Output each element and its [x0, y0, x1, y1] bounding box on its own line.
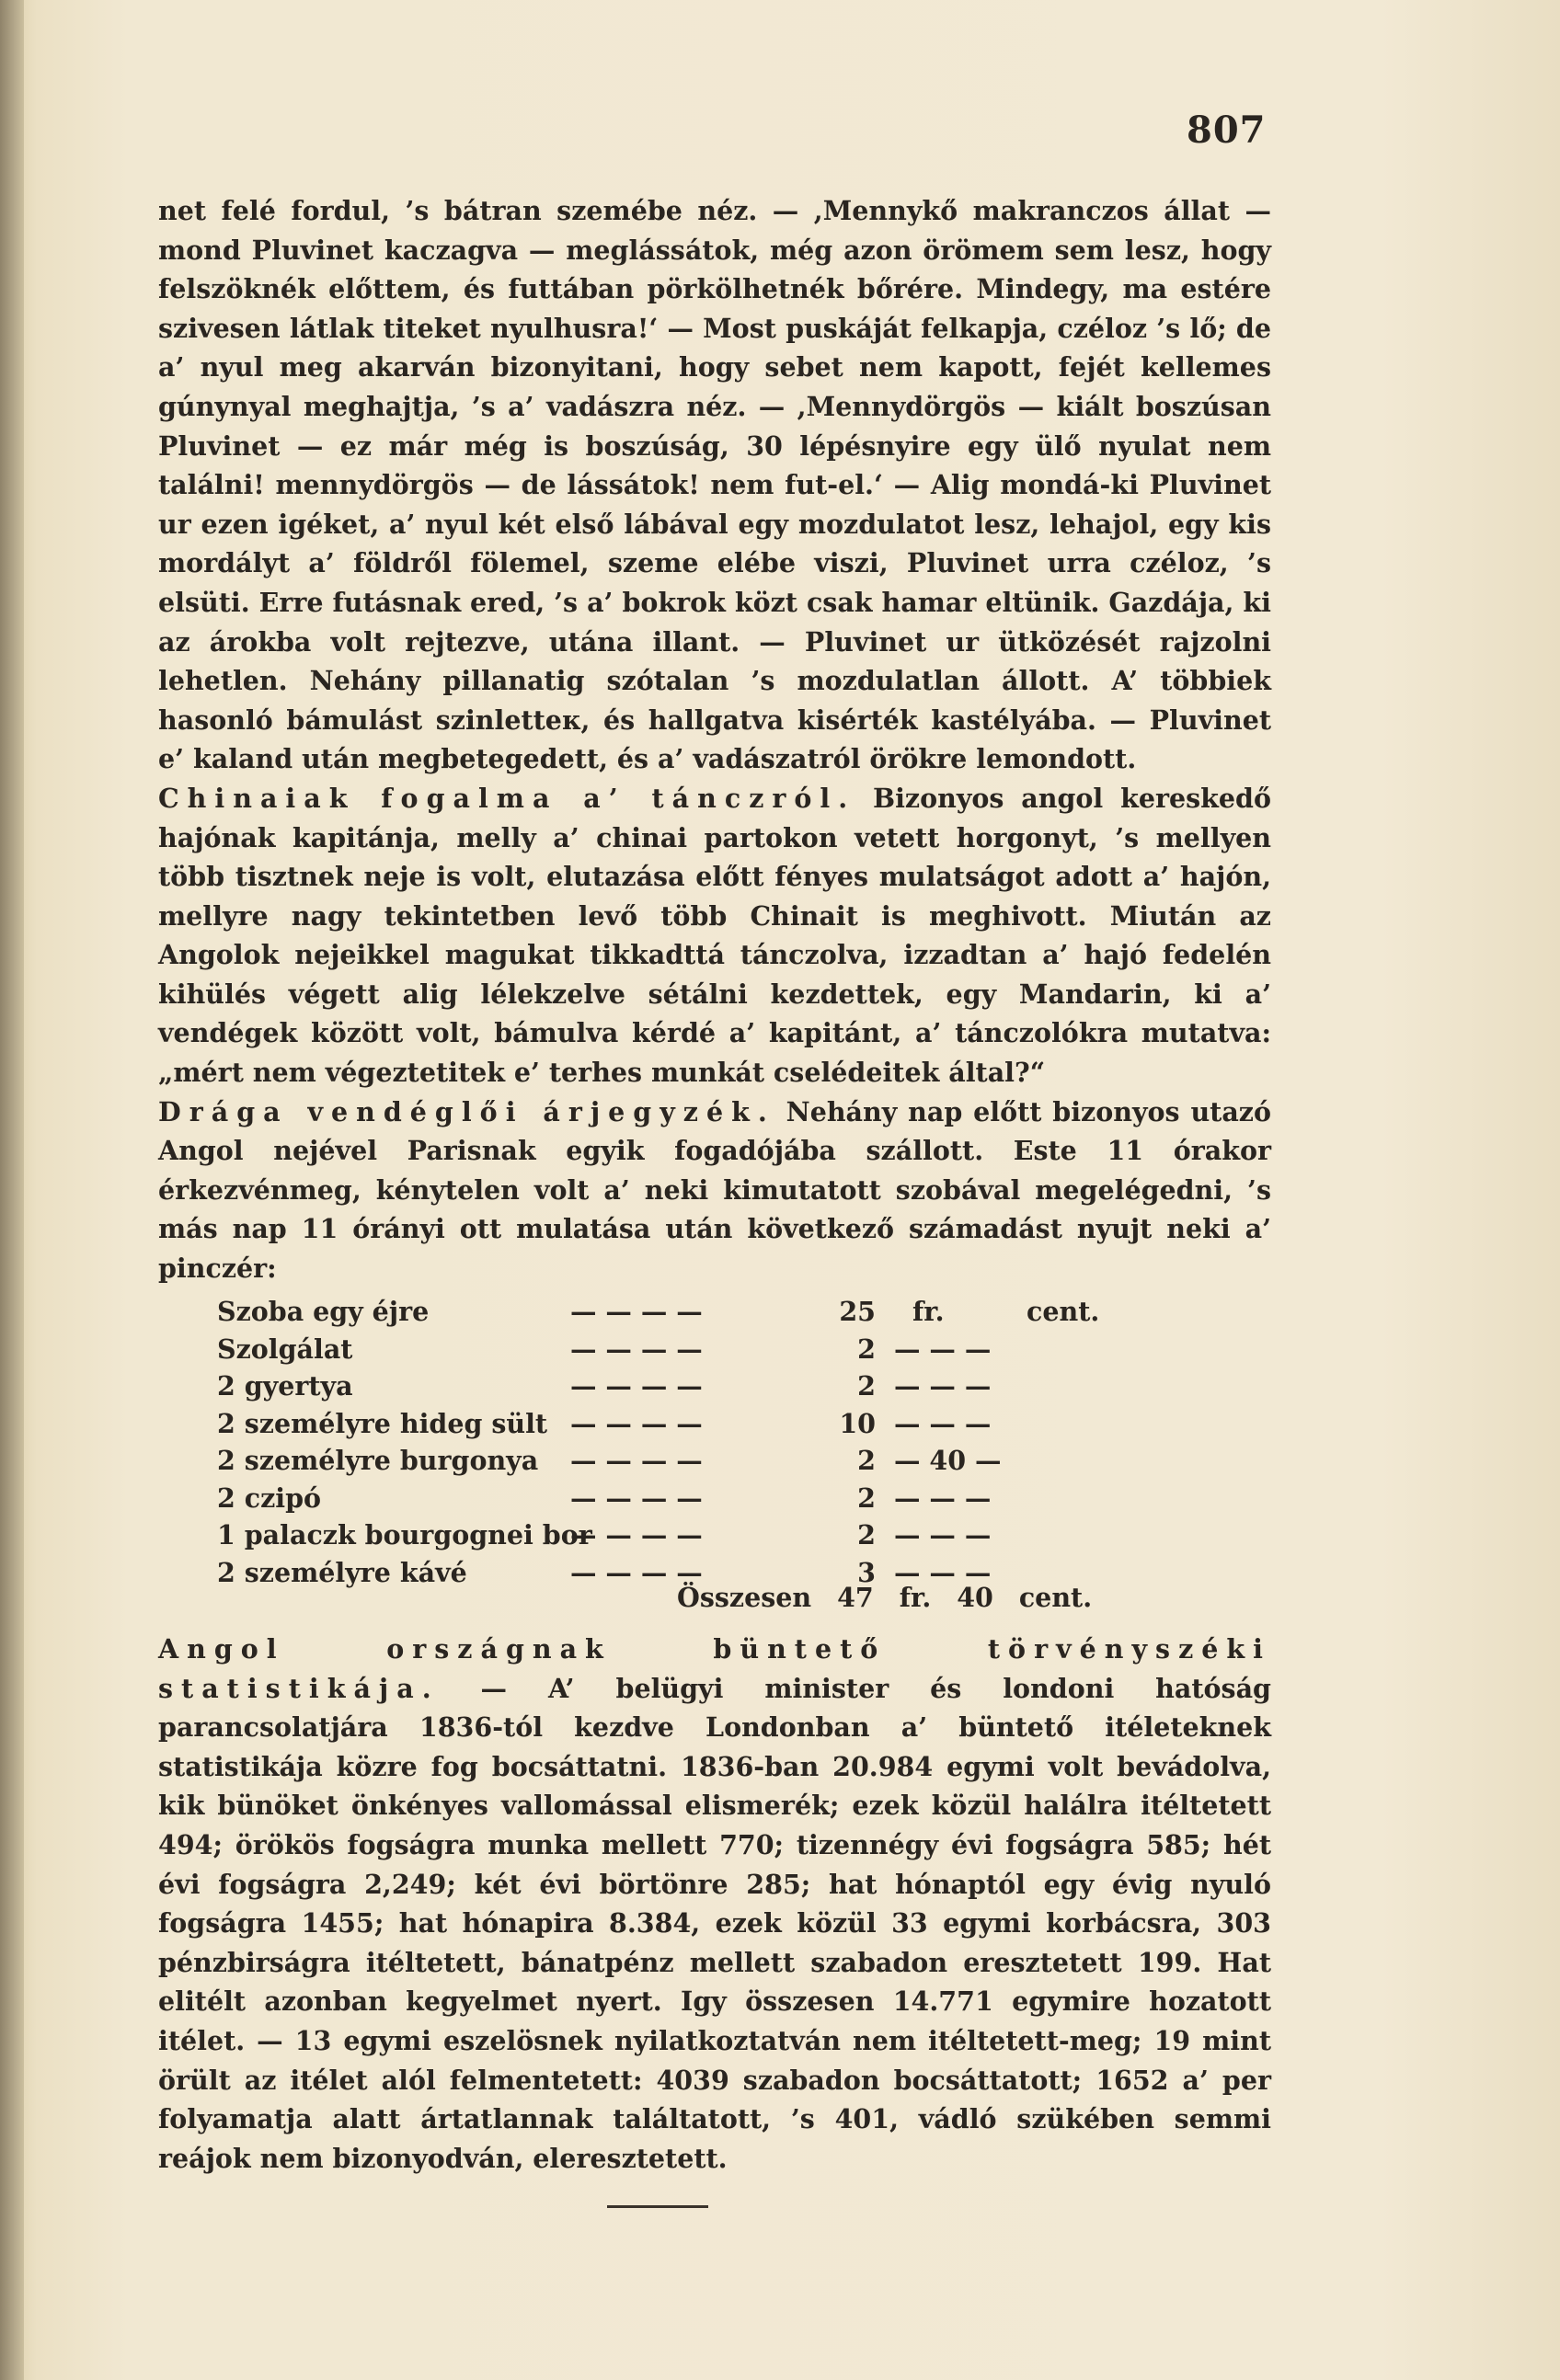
- bill-row: [217, 1442, 1137, 1480]
- bill-table: [217, 1293, 1137, 1591]
- bill-fr: 2: [857, 1370, 876, 1402]
- section-text-chinaiak: Bizonyos angol kereskedő hajónak kapitánja, melly a’ chinai partokon vetett horgonyt, ’s mellyen több tisztnek neje is volt, elutazása előtt fényes mulatságot adott a’ hajón, mellyre nagy tekintetben levő több Chinait is meghivott. Miután az Angolok nejeikkel magukat tikkadttá tánczolva, izzadtan a’ hajó fedelén kihülés végett alig lélekzelve sétálni kezdettek, egy Mandarin, ki a’ vendégek között volt, bámulva kérdé a’ kapitánt, a’ tánczolókra mutatva: „mért nem végeztetitek e’ terhes munkát cselédeitek által?“: [158, 782, 1271, 1089]
- bill-cent: — — —: [894, 1370, 992, 1402]
- bill-item: Szoba egy éjre: [217, 1296, 430, 1327]
- bill-total-fr-unit: fr.: [899, 1582, 932, 1613]
- section-title-draga: Drága vendéglői árjegyzék.: [158, 1095, 775, 1127]
- bill-row: [217, 1293, 1137, 1331]
- bill-fr: 2: [857, 1482, 876, 1514]
- bill-fr: 2: [857, 1445, 876, 1476]
- bill-fr: 3: [857, 1556, 876, 1588]
- bill-fr: 2: [857, 1333, 876, 1365]
- section-text-angol: — A’ belügyi minister és londoni hatóság parancsolatjára 1836-tól kezdve Londonban a’ büntető itéleteknek statistikája közre fog bocsáttatni. 1836-ban 20.984 egymi volt bevádolva, kik bünöket önkényes vallomással elismerék; ezek közül halálra itéltetett 494; örökös fogságra munka mellett 770; tizennégy évi fogságra 585; hét évi fogságra 2,249; két évi börtönre 285; hat hónaptól egy évig nyuló fogságra 1455; hat hónapira 8.384, ezek közül 33 egymi korbácsra, 303 pénzbirságra itéltetett, bánatpénz mellett szabadon eresztetett 199. Hat elitélt azonban kegyelmet nyert. Igy összesen 14.771 egymire hozatott itélet. — 13 egymi eszelösnek nyilatkoztatván nem itéltetett-meg; 19 mint örült az itélet alól felmentetett: 4039 szabadon bocsáttatott; 1652 a’ per folyamatja alatt ártatlannak találtatott, ’s 401, vádló szükében semmi reájok nem bizonyodván, eleresztetett.: [158, 1672, 1271, 2174]
- section-title-chinaiak: Chinaiak fogalma a’ tánczról.: [158, 782, 856, 814]
- bill-fr: 25: [839, 1296, 876, 1327]
- bill-dashes: — — — —: [570, 1407, 703, 1439]
- bill-total-fr: 47: [837, 1582, 874, 1613]
- bill-cent: — — —: [894, 1482, 992, 1514]
- bill-dashes: — — — —: [570, 1296, 703, 1327]
- bill-total-cent: 40: [957, 1582, 993, 1613]
- bill-row: [217, 1405, 1137, 1443]
- page-number: 807: [1187, 109, 1267, 152]
- bill-row: [217, 1480, 1137, 1517]
- section-text-draga: Nehány nap előtt bizonyos utazó Angol nejével Parisnak egyik fogadójába szállott. Este 11 órakor érkezvénmeg, kénytelen volt a’ neki kimutatott szobával megelégedni, ’s más nap 11 órányi ott mulatása után következő számadást nyujt neki a’ pinczér:: [158, 1095, 1271, 1285]
- bill-dashes: — — — —: [570, 1445, 703, 1476]
- bill-item: Szolgálat: [217, 1333, 353, 1365]
- bill-cent: — 40 —: [894, 1445, 1002, 1476]
- bill-total-cent-unit: cent.: [1018, 1582, 1093, 1613]
- section-title-angol: Angol országnak büntető törvényszéki statistikája.: [158, 1633, 1271, 1704]
- paragraph-angol: [158, 1630, 1271, 2178]
- bill-dashes: — — — —: [570, 1556, 703, 1588]
- bill-row: [217, 1367, 1137, 1405]
- bill-item: 2 gyertya: [217, 1370, 353, 1402]
- bill-row: [217, 1516, 1137, 1554]
- bill-dashes: — — — —: [570, 1333, 703, 1365]
- bill-fr: 10: [839, 1407, 876, 1439]
- bill-row: [217, 1331, 1137, 1368]
- bill-cent-label: cent.: [1027, 1296, 1100, 1327]
- bill-item: 2 czipó: [217, 1482, 322, 1514]
- body-text-bottom: [158, 1630, 1271, 2178]
- bill-cent: — — —: [894, 1519, 992, 1550]
- paragraph-chinaiak: [158, 779, 1271, 1093]
- bill-total: [677, 1582, 1108, 1613]
- bill-total-label: Összesen: [677, 1582, 812, 1613]
- paragraph-pluvinet: net felé fordul, ’s bátran szemébe néz. — ,Mennykő makranczos állat — mond Pluvinet kaczagva — meglássátok, még azon örömem sem lesz, hogy felszöknék előttem, és futtában pörkölhetnék bőrére. Mindegy, ma estére szivesen látlak titeket nyulhusra!‘ — Most puskáját felkapja, czéloz ’s lő; de a’ nyul meg akarván bizonyitani, hogy sebet nem kapott, fejét kellemes gúnynyal meghajtja, ’s a’ vadászra néz. — ,Mennydörgös — kiált boszúsan Pluvinet — ez már még is boszúság, 30 lépésnyire egy ülő nyulat nem találni! mennydörgös — de lássátok! nem fut-el.‘ — Alig mondá-ki Pluvinet ur ezen igéket, a’ nyul két első lábával egy mozdulatot lesz, lehajol, egy kis mordályt a’ földről fölemel, szeme elébe viszi, Pluvinet urra czéloz, ’s elsüti. Erre futásnak ered, ’s a’ bokrok közt csak hamar eltünik. Gazdája, ki az árokba volt rejtezve, utána illant. — Pluvinet ur ütközését rajzolni lehetlen. Nehány pillanatig szótalan ’s mozdulatlan állott. A’ többiek hasonló bámulást szinletteк, és hallgatva kisérték kastélyába. — Pluvinet e’ kaland után megbetegedett, és a’ vadászatról örökre lemondott.: [158, 195, 1271, 775]
- end-rule: [607, 2205, 708, 2208]
- bill-dashes: — — — —: [570, 1482, 703, 1514]
- paragraph-draga: [158, 1093, 1271, 1288]
- bill-item: 1 palaczk bourgognei bor: [217, 1519, 592, 1550]
- bill-fr-label: fr.: [912, 1296, 945, 1327]
- bill-cent: — — —: [894, 1407, 992, 1439]
- bill-cent: — — —: [894, 1556, 992, 1588]
- bill-fr: 2: [857, 1519, 876, 1550]
- bill-dashes: — — — —: [570, 1370, 703, 1402]
- body-text-top: [158, 191, 1271, 1288]
- bill-item: 2 személyre hideg sült: [217, 1407, 548, 1439]
- bill-dashes: — — — —: [570, 1519, 703, 1550]
- page-spine: [0, 0, 24, 2380]
- bill-cent: — — —: [894, 1333, 992, 1365]
- bill-item: 2 személyre kávé: [217, 1556, 467, 1588]
- bill-item: 2 személyre burgonya: [217, 1445, 539, 1476]
